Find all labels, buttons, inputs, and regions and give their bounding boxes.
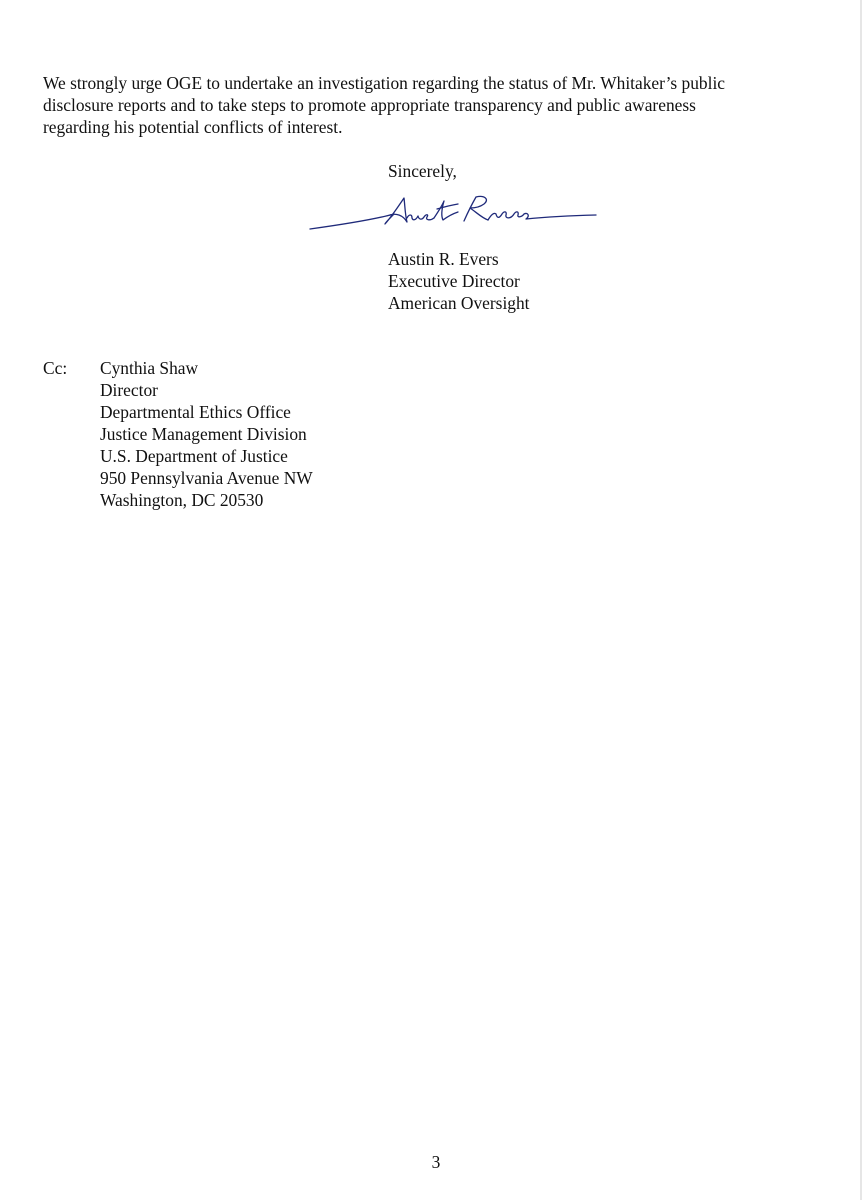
cc-line: Director: [100, 380, 158, 400]
complimentary-close: Sincerely,: [388, 161, 457, 181]
cc-line: Justice Management Division: [100, 424, 307, 444]
closing-paragraph: [43, 72, 823, 138]
paragraph-line: disclosure reports and to take steps to promote appropriate transparency and public awareness: [43, 95, 696, 115]
handwritten-signature-icon: [306, 192, 606, 236]
paragraph-line: regarding his potential conflicts of interest.: [43, 117, 343, 137]
paragraph-line: We strongly urge OGE to undertake an investigation regarding the status of Mr. Whitaker’s public: [43, 73, 725, 93]
cc-label: Cc:: [43, 358, 68, 378]
cc-line: U.S. Department of Justice: [100, 446, 288, 466]
cc-line: Washington, DC 20530: [100, 490, 264, 510]
signer-title: Executive Director: [388, 271, 520, 291]
signature-block: [388, 248, 530, 314]
cc-recipient-address: [100, 357, 313, 511]
signer-name: Austin R. Evers: [388, 249, 499, 269]
signer-organization: American Oversight: [388, 293, 530, 313]
cc-line: 950 Pennsylvania Avenue NW: [100, 468, 313, 488]
page-number: 3: [431, 1152, 441, 1172]
cc-line: Departmental Ethics Office: [100, 402, 291, 422]
cc-line: Cynthia Shaw: [100, 358, 199, 378]
